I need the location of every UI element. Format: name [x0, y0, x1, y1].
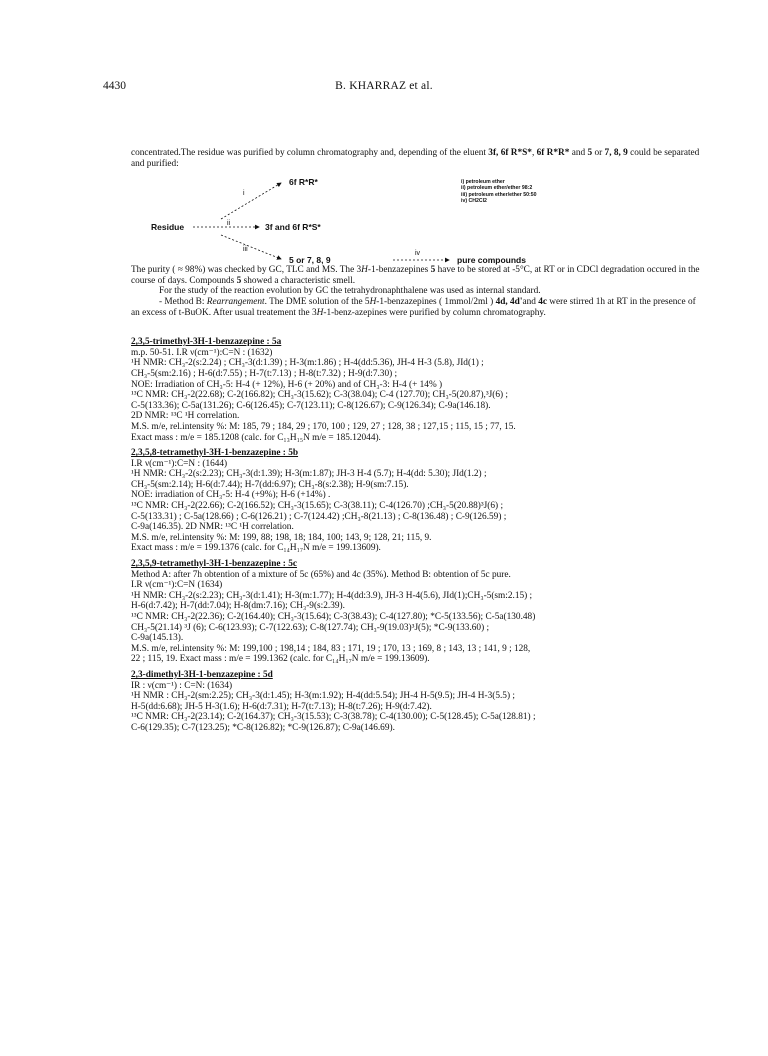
data-line: ¹H NMR: CH₃-2(s:2.23); CH₃-3(d:1.41); H-3(m:1.77); H-4(dd:3.9), JH-3 H-4(5.6), JId(1);CH₃-5(sm:2.15) ;	[131, 590, 533, 601]
data-line: NOE: irradiation of CH₃-5: H-4 (+9%); H-6 (+14%) .	[131, 490, 331, 501]
compound-5a	[131, 337, 701, 443]
purity-paragraph: The purity ( ≈ 98%) was checked by GC, TLC and MS. The 3H-1-benzazepines 5 have to be stored at -5°C, at RT or in CDCl degradation occured in the course of days. Compounds 5 showed a characteristic smell.	[131, 265, 700, 286]
scheme-product-3f-6f-rs: 3f and 6f R*S*	[265, 222, 321, 233]
intro-paragraph: concentrated.The residue was purified by column chromatography and, depending of the eluent 3f, 6f R*S*, 6f R*R* and 5 or 7, 8, 9 could be separated and purified:	[131, 148, 700, 169]
scheme-product-6f-rr: 6f R*R*	[289, 177, 318, 188]
scheme-arrow-iv: iv	[415, 250, 421, 258]
data-line: Exact mass : m/e = 185.1208 (calc. for C₁₃H₁₅N m/e = 185.12044).	[131, 432, 381, 443]
data-line: ¹³C NMR: CH₃-2(23.14); C-2(164.37); CH₃-3(15.53); C-3(38.78); C-4(130.00); C-5(128.45); C-5a(128.81) ;	[131, 712, 536, 723]
scheme-residue: Residue	[151, 222, 185, 233]
scheme-arrow-ii: ii	[227, 220, 231, 228]
data-line: ¹³C NMR: CH₃-2(22.66); C-2(166.52); CH₃-3(15.65); C-3(38.11); C-4(126.70) ;CH₃-5(20.88)³J(6) ;	[131, 501, 504, 512]
data-line: ¹³C NMR: CH₃-2(22.36); C-2(164.40); CH₃-3(15.64); C-3(38.43); C-4(127.80); *C-5(133.56); C-5a(130.48)	[131, 612, 536, 622]
data-line: C-9a(146.35). 2D NMR: ¹³C ¹H correlation.	[131, 522, 294, 533]
data-line: CH₃-5(21.14) ³J (6); C-6(123.93); C-7(122.63); C-8(127.74); CH₃-9(19.03)³J(5); *C-9(133.60) ;	[131, 622, 490, 633]
data-line: C-9a(145.13).	[131, 633, 184, 644]
data-line: H-5(dd:6.68); JH-5 H-3(1.6); H-6(d:7.31); H-7(t:7.13); H-8(t:7.26); H-9(d:7.42).	[131, 701, 432, 712]
compound-title: 2,3,5-trimethyl-3H-1-benzazepine : 5a	[131, 337, 282, 348]
data-line: C-5(133.36); C-5a(131.26); C-6(126.45); C-7(123.11); C-8(126.67); C-9(126.34); C-9a(146.18).	[131, 400, 491, 411]
scheme-product-5-789: 5 or 7, 8, 9	[289, 255, 331, 266]
data-line: C-5(133.31) ; C-5a(128.66) ; C-6(126.21) ; C-7(124.42) ;CH₃-8(21.13) ; C-8(136.48) ; C-9(126.59) ;	[131, 511, 507, 522]
compound-title: 2,3,5,8-tetramethyl-3H-1-benzazepine : 5b	[131, 448, 299, 459]
data-line: Exact mass : m/e = 199.1376 (calc. for C₁₄H₁₇N m/e = 199.13609).	[131, 543, 381, 554]
condition-iii: iii) petroleum ether/ether 50:50	[461, 191, 537, 198]
data-line: H-6(d:7.42); H-7(dd:7.04); H-8(dm:7.16); CH₃-9(s:2.39).	[131, 601, 345, 612]
data-line: M.S. m/e, rel.intensity %: M: 199, 88; 198, 18; 184, 100; 143, 9; 128, 21; 115, 9.	[131, 532, 432, 543]
data-line: M.S. m/e, rel.intensity %: M: 199,100 ; 198,14 ; 184, 83 ; 171, 19 ; 170, 13 ; 169, 8 ; 143, 13 ; 141, 9 ; 128,	[131, 643, 531, 654]
condition-ii: ii) petroleum ether/ether 98:2	[461, 185, 533, 192]
data-line: 2D NMR: ¹³C ¹H correlation.	[131, 411, 240, 422]
data-line: 22 ; 115, 19. Exact mass : m/e = 199.1362 (calc. for C₁₄H₁₇N m/e = 199.13609).	[131, 654, 430, 665]
running-head: B. KHARRAZ et al.	[335, 80, 433, 92]
scheme-conditions	[461, 179, 537, 204]
compound-title: 2,3,5,9-tetramethyl-3H-1-benzazepine : 5c	[131, 559, 298, 570]
scheme-arrow-iii: iii	[243, 246, 248, 254]
data-line: IR : ν(cm⁻¹) : C=N: (1634)	[131, 680, 233, 691]
data-line: NOE: Irradiation of CH₃-5: H-4 (+ 12%), H-6 (+ 20%) and of CH₃-3: H-4 (+ 14% )	[131, 379, 443, 390]
condition-iv: iv) CH2Cl2	[461, 197, 487, 204]
compound-5b	[131, 448, 701, 554]
scheme-arrow-i: i	[243, 190, 245, 198]
data-line: ¹³C NMR: CH₃-2(22.68); C-2(166.82); CH₃-3(15.62); C-3(38.04); C-4 (127.70); CH₃-5(20.87),³J(6) ;	[131, 390, 509, 401]
page-number: 4430	[103, 80, 126, 92]
data-line: C-6(129.35); C-7(123.25); *C-8(126.82); *C-9(126.87); C-9a(146.69).	[131, 722, 395, 733]
data-line: I.R ν(cm⁻¹):C=N : (1644)	[131, 458, 228, 469]
data-line: ¹H NMR: CH₃-2(s:2.23); CH₃-3(d:1.39); H-3(m:1.87); JH-3 H-4 (5.7); H-4(dd: 5.30); JId(1.2) ;	[131, 469, 487, 480]
data-line: Method A: after 7h obtention of a mixture of 5c (65%) and 4c (35%). Method B: obtention of 5c pure.	[131, 569, 511, 580]
page-body	[131, 148, 701, 734]
condition-i: i) petroleum ether	[461, 179, 505, 186]
data-line: M.S. m/e, rel.intensity %: M: 185, 79 ; 184, 29 ; 170, 100 ; 129, 27 ; 128, 38 ; 127,15 ; 115, 15 ; 77, 15.	[131, 421, 516, 432]
data-line: CH₃-5(sm:2.14); H-6(d:7.44); H-7(dd:6.97); CH₃-8(s:2.38); H-9(sm:7.15).	[131, 479, 409, 490]
data-line: CH₃-5(sm:2.16) ; H-6(d:7.55) ; H-7(t:7.13) ; H-8(t:7.32) ; H-9(d:7.30) ;	[131, 368, 398, 379]
method-b-paragraph: - Method B: Rearrangement. The DME solution of the 5H-1-benzazepines ( 1mmol/2ml ) 4d, 4d'and 4c were stirred 1h at RT in the presence of an excess of t-BuOK. After usual treatement the 3H-1-benz-azepines were purified by column chromatography.	[131, 296, 696, 318]
compound-5d	[131, 670, 701, 734]
data-line: ¹H NMR: CH₃-2(s:2.24) ; CH₃-3(d:1.39) ; H-3(m:1.86) ; H-4(dd:5.36), JH-4 H-3 (5.8), JId(1) ;	[131, 358, 484, 369]
purification-scheme	[131, 169, 701, 265]
data-line: I.R ν(cm⁻¹):C=N (1634)	[131, 580, 223, 591]
compound-title: 2,3-dimethyl-3H-1-benzazepine : 5d	[131, 669, 273, 680]
compound-5c	[131, 559, 701, 665]
scheme-pure-compounds: pure compounds	[457, 255, 526, 266]
data-line: ¹H NMR : CH₃-2(sm:2.25); CH₃-3(d:1.45); H-3(m:1.92); H-4(dd:5.54); JH-4 H-5(9.5); JH-4 H-3(5.5) ;	[131, 691, 515, 702]
data-line: m.p. 50-51. I.R ν(cm⁻¹):C=N : (1632)	[131, 347, 273, 358]
study-paragraph: For the study of the reaction evolution by GC the tetrahydronaphthalene was used as internal standard.	[159, 286, 541, 297]
